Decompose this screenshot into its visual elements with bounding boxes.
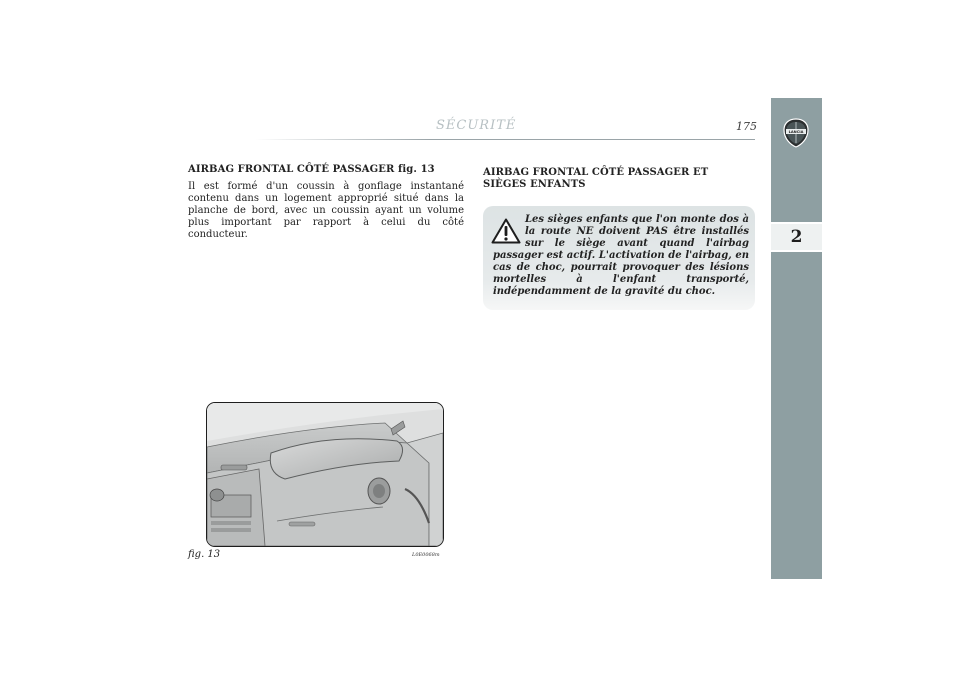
chapter-tab-logo-area <box>771 98 822 222</box>
chapter-tab-strip <box>771 98 822 579</box>
dashboard-airbag-illustration <box>206 402 444 547</box>
section-heading-child-seats <box>483 167 708 191</box>
warning-text <box>493 214 749 298</box>
page-section-title: SÉCURITÉ <box>436 118 517 133</box>
logo-wordmark: LANCIA <box>788 130 804 134</box>
figure-caption: fig. 13 <box>188 549 221 560</box>
passenger-airbag-description: Il est formé d'un coussin à gonflage instantané contenu dans un logement approprié situé dans la planche de bord, avec un coussin ayant un volume plus important par rapport à celui du côté conducteur. <box>188 181 464 240</box>
section-heading-passenger-airbag: AIRBAG FRONTAL CÔTÉ PASSAGER fig. 13 <box>188 164 435 175</box>
chapter-number: 2 <box>771 224 822 250</box>
section-heading-line-1: AIRBAG FRONTAL CÔTÉ PASSAGER ET <box>483 167 709 178</box>
lancia-shield-icon <box>783 118 809 148</box>
tab-separator <box>771 250 822 252</box>
section-heading-line-2: SIÈGES ENFANTS <box>483 179 586 190</box>
figure-reference-code: L0E0068m <box>412 552 440 558</box>
warning-message: Les sièges enfants que l'on monte dos à la route NE doivent PAS être installés sur le siège avant quand l'airbag passager est actif. L'activation de l'airbag, en cas de choc, pourrait provoquer des lésions mortelles à l'enfant transporté, indépendamment de la gravité du choc. <box>493 214 749 297</box>
page-number: 175 <box>736 120 757 133</box>
child-seat-warning-box <box>483 206 755 310</box>
dashboard-drawing <box>207 403 443 546</box>
header-divider <box>255 139 755 140</box>
